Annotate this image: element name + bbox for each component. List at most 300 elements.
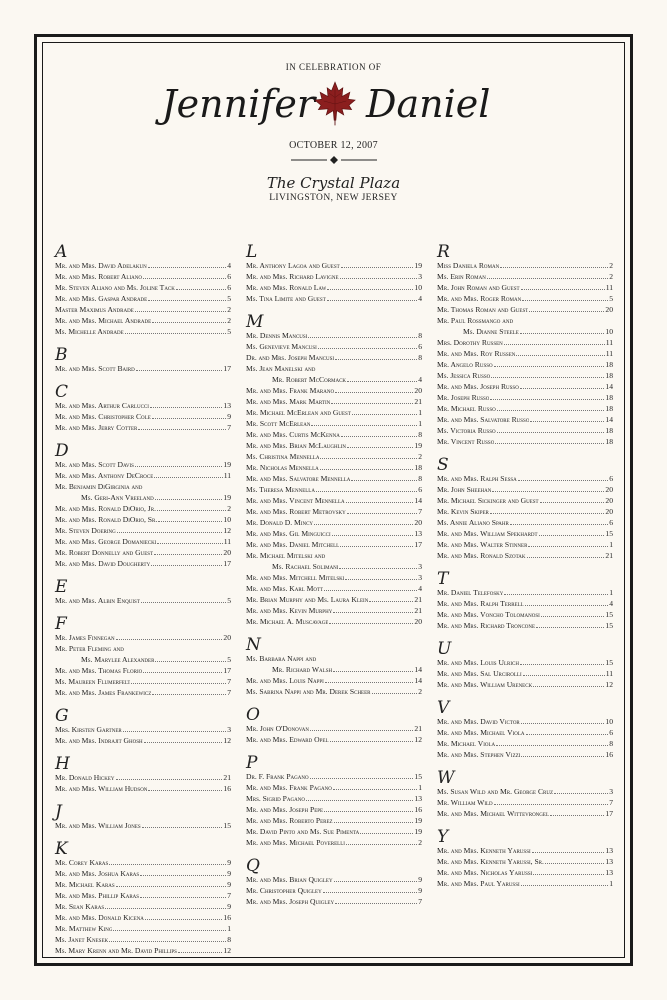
guest-name: Mr. and Mrs. Daniel Mitchell <box>246 540 340 549</box>
leader-dots <box>105 908 226 909</box>
guest-row <box>437 867 613 878</box>
guest-name: Ms. Rachael Solimani <box>272 562 339 571</box>
table-number: 7 <box>418 897 422 906</box>
guest-name: Mr. and Mrs. Mark Martin <box>246 397 331 406</box>
table-number: 11 <box>605 338 613 347</box>
guest-row <box>246 352 422 363</box>
letter-group-t <box>437 571 613 631</box>
leader-dots <box>123 731 226 732</box>
guest-row <box>246 374 422 385</box>
leader-dots <box>138 429 226 430</box>
table-number: 20 <box>414 617 422 626</box>
guest-name: Mr. and Mrs. Karl Mott <box>246 584 324 593</box>
guest-row <box>55 558 231 569</box>
table-number: 19 <box>223 493 231 502</box>
table-number: 19 <box>414 441 422 450</box>
guest-row <box>246 517 422 528</box>
guest-name: Mr. Donald D. Mincy <box>246 518 314 527</box>
guest-row <box>55 481 231 492</box>
leader-dots <box>135 311 226 312</box>
table-number: 4 <box>227 261 231 270</box>
leader-dots <box>109 864 226 865</box>
letter-group-a <box>55 244 231 337</box>
table-number: 18 <box>605 426 613 435</box>
guest-row <box>437 797 613 808</box>
leader-dots <box>341 436 417 437</box>
guest-row <box>437 304 613 315</box>
guest-row <box>437 403 613 414</box>
leader-dots <box>143 672 222 673</box>
guest-row <box>437 370 613 381</box>
leader-dots <box>521 289 605 290</box>
guest-row <box>55 400 231 411</box>
table-number: 9 <box>227 880 231 889</box>
leader-dots <box>530 421 604 422</box>
guest-row <box>55 525 231 536</box>
guest-name: Mr. Steven Doering <box>55 526 116 535</box>
letter-group-y <box>437 829 613 889</box>
table-number: 2 <box>227 316 231 325</box>
leader-dots <box>360 833 413 834</box>
table-number: 13 <box>605 868 613 877</box>
header <box>42 62 625 203</box>
table-number: 15 <box>605 621 613 630</box>
guest-name: Mr. David Pinto and Ms. Sue Pimenta <box>246 827 360 836</box>
table-number: 21 <box>605 551 613 560</box>
guest-row <box>55 411 231 422</box>
guest-name: Mr. and Mrs. George Domaniecki <box>55 537 157 546</box>
guest-name: Ms. Geri-Ann Vreeland <box>81 493 154 502</box>
leader-dots <box>335 903 417 904</box>
guest-name: Mr. and Mrs. Arthur Carlucci <box>55 401 149 410</box>
leader-dots <box>529 311 604 312</box>
section-letter: T <box>437 569 449 589</box>
table-number: 4 <box>418 375 422 384</box>
guest-row <box>55 934 231 945</box>
guest-name: Mr. Michael Karas <box>55 880 115 889</box>
leader-dots <box>150 407 223 408</box>
leader-dots <box>497 410 605 411</box>
guest-row <box>437 609 613 620</box>
guest-row <box>437 749 613 760</box>
guest-name: Mr. Joseph Russo <box>437 393 490 402</box>
leader-dots <box>550 815 604 816</box>
letter-group-g <box>55 708 231 746</box>
guest-row <box>55 470 231 481</box>
guest-row <box>246 782 422 793</box>
table-number: 21 <box>223 773 231 782</box>
guest-name: Ms. Janet Knesek <box>55 935 109 944</box>
guest-row <box>246 594 422 605</box>
guest-name: Mr. and Mrs. James Frankewicz <box>55 688 152 697</box>
guest-name: Mr. Angelo Russo <box>437 360 493 369</box>
guest-row <box>55 271 231 282</box>
guest-row <box>55 492 231 503</box>
leader-dots <box>178 952 222 953</box>
guest-name: Mr. and Mrs. Scott Davis <box>55 460 134 469</box>
guest-name: Mr. and Mrs. Jerry Cotter <box>55 423 138 432</box>
guest-row <box>437 473 613 484</box>
guest-row <box>55 422 231 433</box>
leader-dots <box>157 543 222 544</box>
leader-dots <box>330 741 414 742</box>
guest-name: Mr. and Mrs. Ralph Terrell <box>437 599 524 608</box>
guest-name: Mr. Michael Viola <box>437 739 496 748</box>
leader-dots <box>327 289 413 290</box>
guest-name: Mr. and Mrs. Kenneth Yarussi, Sr. <box>437 857 544 866</box>
table-number: 2 <box>418 452 422 461</box>
guest-name: Mr. and Mrs. Ronald Law <box>246 283 327 292</box>
guest-row <box>246 451 422 462</box>
table-number: 10 <box>414 283 422 292</box>
table-number: 7 <box>227 891 231 900</box>
bride-name: Jennifer <box>161 82 315 126</box>
guest-row <box>437 587 613 598</box>
leader-dots <box>369 601 413 602</box>
leader-dots <box>155 499 223 500</box>
guest-name: Ms. Maureen Flumerfelt <box>55 677 131 686</box>
leader-dots <box>140 875 226 876</box>
letter-group-k <box>55 841 231 956</box>
leader-dots <box>520 664 604 665</box>
leader-dots <box>113 930 226 931</box>
table-number: 16 <box>605 750 613 759</box>
guest-row <box>55 724 231 735</box>
section-letter: N <box>246 635 261 655</box>
guest-name: Mr. and Mrs. Michael Andrade <box>55 316 152 325</box>
table-number: 8 <box>418 430 422 439</box>
leader-dots <box>347 447 413 448</box>
table-number: 14 <box>414 665 422 674</box>
guest-row <box>437 260 613 271</box>
guest-name: Mr. and Mrs. Roger Roman <box>437 294 522 303</box>
guest-row <box>437 326 613 337</box>
venue-name: The Crystal Plaza <box>266 174 401 192</box>
table-number: 5 <box>227 327 231 336</box>
table-number: 2 <box>418 687 422 696</box>
guest-name: Mr. and Mrs. William Spekhardt <box>437 529 538 538</box>
guest-name: Ms. Victoria Russo <box>437 426 496 435</box>
letter-group-n <box>246 637 422 697</box>
guest-name: Ms. Erin Roman <box>437 272 486 281</box>
guest-row <box>55 665 231 676</box>
leader-dots <box>335 359 417 360</box>
leader-dots <box>490 399 604 400</box>
table-number: 13 <box>223 401 231 410</box>
guest-name: Mr. and Mrs. Indrajit Ghosh <box>55 736 143 745</box>
leader-dots <box>494 366 605 367</box>
table-number: 6 <box>227 283 231 292</box>
table-number: 21 <box>414 595 422 604</box>
table-number: 9 <box>227 858 231 867</box>
guest-name: Mr. and Mrs. Kenneth Yarussi <box>437 846 531 855</box>
guest-name: Mrs. Sigrid Pagano <box>246 794 305 803</box>
section-letter: V <box>437 698 450 718</box>
guest-row <box>55 868 231 879</box>
table-number: 2 <box>609 272 613 281</box>
guest-name: Mr. and Mrs. William Hudson <box>55 784 148 793</box>
guest-name: Mr. and Mrs. Christopher Cole <box>55 412 151 421</box>
leader-dots <box>152 694 226 695</box>
leader-dots <box>148 267 226 268</box>
table-number: 20 <box>414 518 422 527</box>
leader-dots <box>142 827 223 828</box>
leader-dots <box>523 675 605 676</box>
guest-row <box>246 815 422 826</box>
leader-dots <box>345 579 417 580</box>
letter-group-q <box>246 858 422 907</box>
table-number: 8 <box>418 474 422 483</box>
guest-name: Ms. Annie Aliano Spahr <box>437 518 509 527</box>
table-number: 7 <box>609 798 613 807</box>
leader-dots <box>532 852 605 853</box>
table-number: 2 <box>227 504 231 513</box>
guest-row <box>246 506 422 517</box>
leader-dots <box>347 513 417 514</box>
table-number: 7 <box>227 688 231 697</box>
section-letter: W <box>437 768 455 788</box>
guest-row <box>437 337 613 348</box>
leader-dots <box>334 822 414 823</box>
guest-name: Ms. Barbara Nappi and <box>246 654 317 663</box>
guest-row <box>437 808 613 819</box>
guest-row <box>246 473 422 484</box>
table-number: 3 <box>227 725 231 734</box>
table-number: 5 <box>227 596 231 605</box>
table-number: 10 <box>605 327 613 336</box>
guest-name: Mr. and Mrs. Paul Yarussi <box>437 879 520 888</box>
guest-row <box>246 885 422 896</box>
guest-name: Ms. Genevieve Mancusi <box>246 342 317 351</box>
guest-row <box>437 668 613 679</box>
guest-name: Mr. and Mrs. Michael Poverelli <box>246 838 345 847</box>
section-letter: B <box>55 345 68 365</box>
table-number: 18 <box>414 463 422 472</box>
guest-name: Mr. and Mrs. Brian Quigley <box>246 875 333 884</box>
letter-group-v <box>437 700 613 760</box>
guest-row <box>55 326 231 337</box>
leader-dots <box>496 745 608 746</box>
table-number: 4 <box>609 599 613 608</box>
leader-dots <box>504 594 608 595</box>
leader-dots <box>494 804 609 805</box>
guest-row <box>437 856 613 867</box>
leader-dots <box>145 919 222 920</box>
guest-row <box>437 414 613 425</box>
leader-dots <box>491 377 604 378</box>
leader-dots <box>510 524 608 525</box>
guest-row <box>55 923 231 934</box>
leader-dots <box>148 790 222 791</box>
section-letter: M <box>246 312 264 332</box>
table-number: 6 <box>418 485 422 494</box>
guest-row <box>246 528 422 539</box>
guest-row <box>246 407 422 418</box>
table-number: 6 <box>609 474 613 483</box>
table-number: 15 <box>605 610 613 619</box>
table-number: 16 <box>223 784 231 793</box>
guest-name: Mr. Steven Aliano and Ms. Joline Tack <box>55 283 175 292</box>
guest-row <box>246 664 422 675</box>
guest-row <box>437 727 613 738</box>
table-number: 11 <box>223 537 231 546</box>
guest-name: Mr. and Mrs. Richard Troncone <box>437 621 536 630</box>
guest-name: Ms. Mary Krenn and Mr. David Phillips <box>55 946 177 955</box>
guest-row <box>246 896 422 907</box>
table-number: 11 <box>223 471 231 480</box>
table-number: 5 <box>227 294 231 303</box>
guest-name: Mrs. Dorothy Russen <box>437 338 503 347</box>
guest-name: Mr. and Mrs. Gaspar Andrade <box>55 294 148 303</box>
guest-row <box>55 595 231 606</box>
table-number: 21 <box>414 606 422 615</box>
guest-row <box>437 657 613 668</box>
guest-name: Mr. and Mrs. Brian McLaughlin <box>246 441 346 450</box>
leader-dots <box>340 278 418 279</box>
table-number: 4 <box>418 294 422 303</box>
guest-name: Mr. and Mrs. Robert Metrovsky <box>246 507 346 516</box>
table-number: 20 <box>605 485 613 494</box>
leader-dots <box>554 793 608 794</box>
leader-dots <box>525 605 609 606</box>
guest-row <box>246 495 422 506</box>
leader-dots <box>539 535 605 536</box>
table-number: 19 <box>414 261 422 270</box>
leader-dots <box>516 355 604 356</box>
guest-row <box>246 293 422 304</box>
column-1 <box>55 244 231 966</box>
guest-name: Ms. Theresa Mennella <box>246 485 315 494</box>
guest-row <box>246 605 422 616</box>
leader-dots <box>324 590 417 591</box>
guest-name: Mr. and Mrs. Salvatore Mennella <box>246 474 351 483</box>
guest-row <box>55 945 231 956</box>
letter-group-h <box>55 756 231 794</box>
guest-name: Mr. Robert McCormack <box>272 375 347 384</box>
leader-dots <box>308 337 417 338</box>
table-number: 21 <box>414 397 422 406</box>
guest-name: Mr. Michael Sickinger and Guest <box>437 496 539 505</box>
guest-name: Mr. Michael McErlean and Guest <box>246 408 351 417</box>
guest-name: Mr. John O'Donovan <box>246 724 309 733</box>
letter-group-e <box>55 579 231 606</box>
guest-name: Mr. John Sheehan <box>437 485 492 494</box>
table-number: 13 <box>414 794 422 803</box>
guest-row <box>437 436 613 447</box>
table-number: 13 <box>605 846 613 855</box>
table-number: 8 <box>609 739 613 748</box>
guest-name: Mr. and Mrs. Michael Wittevrongel <box>437 809 550 818</box>
guest-row <box>246 363 422 374</box>
leader-dots <box>520 333 605 334</box>
guest-name: Mr. and Mrs. Louis Nappi <box>246 676 324 685</box>
guest-name: Mr. Matthew King <box>55 924 113 933</box>
guest-name: Mr. and Mrs. Ronald DiOrio, Jr. <box>55 504 156 513</box>
guest-row <box>437 550 613 561</box>
leader-dots <box>533 874 604 875</box>
guest-name: Mr. and Mrs. Sal Urcirolli <box>437 669 522 678</box>
section-letter: F <box>55 614 67 634</box>
guest-row <box>437 271 613 282</box>
guest-row <box>437 381 613 392</box>
table-number: 12 <box>223 526 231 535</box>
guest-row <box>55 514 231 525</box>
guest-name: Mr. and Mrs. Joseph Quigley <box>246 897 335 906</box>
guest-row <box>55 315 231 326</box>
guest-name: Mr. Robert Donnelly and Guest <box>55 548 154 557</box>
table-number: 8 <box>418 331 422 340</box>
guest-row <box>246 484 422 495</box>
leader-dots <box>497 432 605 433</box>
table-number: 12 <box>414 735 422 744</box>
guest-name: Mr. and Mrs. Joseph Pepe <box>246 805 324 814</box>
guest-name: Mr. Richard Walsh <box>272 665 333 674</box>
guest-row <box>437 528 613 539</box>
leader-dots <box>521 723 605 724</box>
table-number: 12 <box>223 946 231 955</box>
guest-name: Mr. and Mrs. Donald Kicena <box>55 913 144 922</box>
table-number: 11 <box>605 349 613 358</box>
leader-dots <box>158 521 222 522</box>
guest-row <box>437 484 613 495</box>
table-number: 3 <box>418 272 422 281</box>
guest-name: Mr. and Mrs. Joseph Russo <box>437 382 519 391</box>
letter-group-l <box>246 244 422 304</box>
leader-dots <box>333 789 417 790</box>
leader-dots <box>540 502 605 503</box>
leader-dots <box>346 844 417 845</box>
guest-name: Mr. and Mrs. Joshua Karas <box>55 869 140 878</box>
guest-row <box>437 738 613 749</box>
table-number: 20 <box>605 496 613 505</box>
leader-dots <box>135 466 222 467</box>
guest-row <box>246 675 422 686</box>
leader-dots <box>341 267 414 268</box>
table-number: 15 <box>605 658 613 667</box>
guest-name: Mr. and Mrs. Robert Aliano <box>55 272 142 281</box>
table-number: 1 <box>609 879 613 888</box>
guest-row <box>246 734 422 745</box>
leader-dots <box>335 392 413 393</box>
table-number: 15 <box>605 529 613 538</box>
leader-dots <box>332 535 414 536</box>
guest-row <box>437 315 613 326</box>
guest-name: Mr. and Mrs. William Jones <box>55 821 141 830</box>
ornament-divider <box>289 155 379 165</box>
guest-row <box>437 425 613 436</box>
guest-row <box>437 845 613 856</box>
groom-name: Daniel <box>366 82 491 126</box>
guest-name: Mr. and Mrs. Edward Opel <box>246 735 329 744</box>
leader-dots <box>117 532 223 533</box>
section-letter: C <box>55 382 69 402</box>
event-date: OCTOBER 12, 2007 <box>289 140 378 151</box>
table-number: 11 <box>605 669 613 678</box>
letter-group-s <box>437 457 613 561</box>
guest-name: Mr. Peter Fleming and <box>55 644 124 653</box>
leader-dots <box>318 348 417 349</box>
table-number: 12 <box>605 680 613 689</box>
leader-dots <box>347 381 417 382</box>
leader-dots <box>522 300 608 301</box>
guest-row <box>437 348 613 359</box>
leader-dots <box>148 300 226 301</box>
guest-name: Mr. and Mrs. David Adelakun <box>55 261 147 270</box>
guest-row <box>55 912 231 923</box>
guest-row <box>437 293 613 304</box>
section-letter: R <box>437 242 450 262</box>
guest-name: Mr. and Mrs. Walter Stinner <box>437 540 528 549</box>
